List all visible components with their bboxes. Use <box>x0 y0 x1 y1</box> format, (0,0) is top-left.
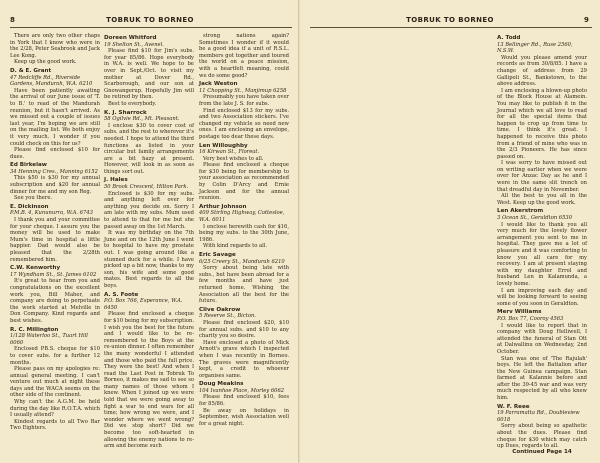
right-page <box>300 0 600 463</box>
letter-paragraph: Best to everybody. <box>108 100 157 107</box>
letter-paragraph: Find enclosed $13 for my subs. and two Association stickers. I've changed my vehicle so need new ones. I am enclosing an envelope, postage too dear these days. <box>199 107 289 140</box>
letter-paragraph: With kind regards to all. <box>203 243 268 250</box>
correspondent-address: 104 Ivanhoe Place, Morley 6062 <box>199 387 285 394</box>
correspondent-name: R. C. Millington <box>10 326 59 333</box>
correspondent-address: 409 Stirling Highway, Cottesloe, W.A. 6011 <box>199 210 285 224</box>
correspondent-name: K. J. Sharrock <box>104 109 147 116</box>
correspondent-address: 16 Kirwan St., Floreat. <box>199 149 260 156</box>
letter-paragraph: Please find enclosed a cheque for $10 being for my subscription. I wish you the best for the future and I would like to be re-remembered to the Boys at the re-union dinner. I often remember the many wonderful I attended and those who paid the full price. They were the best! And when I read the Last Post in Tobruk To Borneo, it makes me sad to see so many names of those whom I knew. When I joined up we were told that we were going away to fight a war to end wars for all time; how wrong we were, and I wonder where we went wrong? Did we stop short? Did we become too soft-hearted in allowing the enemy nations to re-arm and become such <box>104 311 194 450</box>
letter-paragraph: Please find enclosed $10, fees for 85/86. <box>199 394 289 408</box>
letter-paragraph: Please find $10 for Jim's subs. for year 85/86. Hope everybody in W.A. is well. We hope to be over in Sept./Oct. to visit my mother at Dover Rd., Scarborough, and our son at Gnowangerup. Hopefully Jim will be retired by then. <box>104 48 194 101</box>
letter-paragraph: strong nations again? Sometimes I wonder if it would be a good idea if a unit of R.S.L. members got together and toured the world on a peace mission, with a heartfelt meaning, could we do some good? <box>199 33 289 79</box>
letter-paragraph: Have enclosed a photo of Mick Arnott's grave which I inspected when I was recently in Borneo. The graves were magnificently kept, a credit to whoever organises same. <box>199 339 289 379</box>
continued-label: Continued Page 14 <box>512 449 572 456</box>
letter-paragraph: Enclosed is $30 for my subs. and anything left over for anything you decide on. Sorry I am late with my subs. Mum used to attend to that for me but she passed away on the 1st March. <box>104 190 194 230</box>
page-header <box>0 16 300 30</box>
running-title: TOBRUK TO BORNEO <box>106 16 194 24</box>
correspondent-address: 58 Ogilvie Rd., Mt. Pleasant. <box>104 116 180 123</box>
text-column <box>104 33 194 450</box>
letter-paragraph: I enclose herewith cash for $16, being my subs. to the 30th June, 1986. <box>199 223 289 243</box>
correspondent-name: A. S. Foote <box>104 291 139 298</box>
letter-paragraph: See you there. <box>14 195 53 202</box>
header-rule <box>310 27 592 28</box>
letter-paragraph: I am enclosing a blown-up photo of the Block House at Alamein. You may like to publish it in the Journal which we all love to read for all the special items that happen to crop up from time to time. I think it's great. I happened to receive this photo from a friend of mine who was in the 2/3 Pioneers. He has since passed on. <box>497 87 587 160</box>
letter-paragraph: There are only two other chaps in York that I know who were in the 2/28, Peter Seabrook and Jack Lee Kong. <box>10 33 100 59</box>
letter-paragraph: It was my birthday on the 7th June and on the 12th June I went to hospital to have my prostate out. I was going around like a stunned duck for a while. I have picked up a bit now, thanks to my son, his wife and some good mates. Best regards to all the boys. <box>104 230 194 289</box>
page-header <box>300 16 600 30</box>
correspondent-address: 19 Parramatta Rd., Doubleview 6018 <box>497 410 580 423</box>
letter-paragraph: All the best to you all in the West. Keep up the good work. <box>497 193 587 206</box>
letter-paragraph: I would like to thank you all very much for the lovely flower arrangement you sent to me in hospital. They gave me a lot of pleasure and it was comforting to know you all care for my recovery. I am at present staying with my daughter Errol and husband Len in Kalamunda, a lovely home. <box>497 221 587 287</box>
correspondent-address: P.O. Box 766, Esperance, W.A. 6450 <box>104 298 183 311</box>
correspondent-name: A. Todd <box>497 35 521 41</box>
correspondent-name: D. & E. Grant <box>10 67 52 74</box>
text-column <box>199 33 289 427</box>
letter-paragraph: Stan was one of 'The Rajulah' boys. He left the Battalion after the New Guinea campaign. Stan farmed at Kalannie before and after the 39-45 war and was very much respected by all who knew him. <box>497 355 587 402</box>
correspondent-address: 5 Reserve St., Bicton. <box>199 313 256 320</box>
letter-paragraph: Please pass on my apologies re: annual general meeting. I can't venture out much at night these days and the WACA seems on the other side of the continent. <box>10 366 100 399</box>
correspondent-address: 47 Redcliffe Rd., Riverside Gardens, Mandurah, W.A. 6210 <box>10 74 93 88</box>
correspondent-address: 50 Brook Crescent, Hilton Park. <box>104 184 189 191</box>
correspondent-address: P.M.B. 4, Kununurra, W.A. 6743 <box>10 210 93 217</box>
correspondent-name: J. Hales <box>104 177 128 184</box>
correspondent-address: 3 Ocean St., Geraldton 6530 <box>497 215 573 222</box>
running-title: TOBRUK TO BORNEO <box>406 16 494 24</box>
correspondent-address: 19 Shelton St., Avenel. <box>104 41 164 48</box>
text-column <box>497 33 587 450</box>
letter-paragraph: Keep up the good work. <box>14 59 77 66</box>
letter-paragraph: It's great to hear from you and congratulations on the excellent work you, Bill Maher, and company are doing to perpetuate the work started at Melville in Don Company. Kind regards and best wishes. <box>10 278 100 324</box>
letter-paragraph: Very best wishes to all. <box>203 155 264 162</box>
page-number: 8 <box>10 16 15 24</box>
letter-paragraph: Sorry about being so apathetic about the dues. Please find cheque for $30 which may catch up Dues, regards to all. <box>497 423 587 450</box>
correspondent-address: 6/25 Creery St., Mandurah 6210 <box>199 258 285 265</box>
correspondent-name: Ed Birkelaw <box>10 162 47 169</box>
correspondent-address: P.O. Box 77, Cooroy 4563 <box>497 315 564 322</box>
letter-paragraph: Please find enclosed $10 for dues. <box>10 147 100 160</box>
letter-paragraph: Sorry about being late with subs., but have been abroad for a few months and have just returned home. Wishing the Association all the best for the future. <box>199 265 289 305</box>
correspondent-name: Clive Oakrow <box>199 306 241 313</box>
correspondent-name: Doreen Whitford <box>104 35 157 41</box>
correspondent-name: Jack Weston <box>199 81 238 88</box>
continued-note <box>497 446 587 456</box>
letter-paragraph: Enclosed PB.S. cheque for $10 to cover subs. for a further 12 months. <box>10 346 100 366</box>
correspondent-name: Len Akerstrom <box>497 208 544 215</box>
letter-paragraph: Kindest regards to all Two Bar Two Eighters. <box>10 418 100 432</box>
letter-paragraph: I was sorry to have missed out on writing earlier when we were over for Anzac Day as he and I were in the same slit trench on that dreadful day in November. <box>497 160 587 193</box>
correspondent-address: 34 Henning Cres., Manning 6152 <box>10 168 98 175</box>
letter-paragraph: Would you please amend your records as from 30/8/85. I have a change of address from 29 Gallipoli St., Bankstown, to the above address. <box>497 54 587 88</box>
letter-paragraph: Please find enclosed a cheque for $30 being for membership to your association as recommended by Colin D'Arcy and Ernie Jackson and for the annual reunion. <box>199 162 289 202</box>
letter-paragraph: I enclose $30 to cover cost of subs. and the rest to wherever it's needed. I hope to attend the third functions as listed in your circular but family arrangements are a bit hazy at present. However, will look in as soon as things sort out. <box>104 122 194 175</box>
letter-paragraph: Please find enclosed $20, $10 for annual subs. and $10 to any charity you so desire. <box>199 319 289 340</box>
correspondent-name: E. Dickinson <box>10 203 49 210</box>
correspondent-name: C.W. Kenworthy <box>10 265 61 272</box>
correspondent-name: Len Willoughby <box>199 142 248 149</box>
correspondent-name: W. F. Reee <box>497 403 530 410</box>
text-column <box>10 33 100 432</box>
letter-paragraph: I would like to report that in company with Doug Helliwell, I attended the funeral of Stan Ott at Dalwallinu on Wednesday, 2nd October. <box>497 322 587 355</box>
header-rule <box>10 27 292 28</box>
page-number: 9 <box>584 16 589 24</box>
letter-paragraph: I am improving each day and will be looking forward to seeing some of you soon in Geraldton. <box>497 287 587 307</box>
correspondent-name: Doug Meakins <box>199 381 244 388</box>
correspondent-address: 13 Bellinger Rd., Ruse 2560, N.S.W. <box>497 41 573 55</box>
correspondent-name: Eric Savage <box>199 252 236 258</box>
letter-paragraph: Be away on holidays in September, wish Association well for a great night. <box>199 407 289 427</box>
correspondent-name: Arthur Johnson <box>199 203 247 210</box>
letter-paragraph: This $50 is $30 for my annual subscription and $20 for annual dinner for me and my son Reg. <box>10 175 100 195</box>
letter-paragraph: Why can't the A.G.M. be held during the day like R.O.T.A. which I usually attend? <box>10 399 100 419</box>
letter-paragraph: I thank you and your committee for your cheque. I assure you the money will be used to make Mum's time in hospital a little happier. Dad would also be pleased that the 2/28th remembered him. <box>10 217 100 263</box>
correspondent-address: 1/128 Waterloo St., Tuart Hill 6060 <box>10 333 88 346</box>
letter-paragraph: Presumably you have taken over from the late J. S. for subs. <box>199 94 289 107</box>
correspondent-address: 17 Wyndham St., St. James 6102 <box>10 271 97 278</box>
letter-paragraph: Have been patiently awaiting the arrival of our June issue of 'T. to B.' to read of the Mandurah reunion, but it hasn't arrived. As we missed out a couple of issues last year, I'm hoping we are still on the mailing list. We both enjoy it very much. I wonder if you could check on this for us? <box>10 87 100 147</box>
correspondent-address: 11 Chopping St., Manjimup 6258 <box>199 87 287 94</box>
correspondent-name: Merv Williams <box>497 309 542 316</box>
